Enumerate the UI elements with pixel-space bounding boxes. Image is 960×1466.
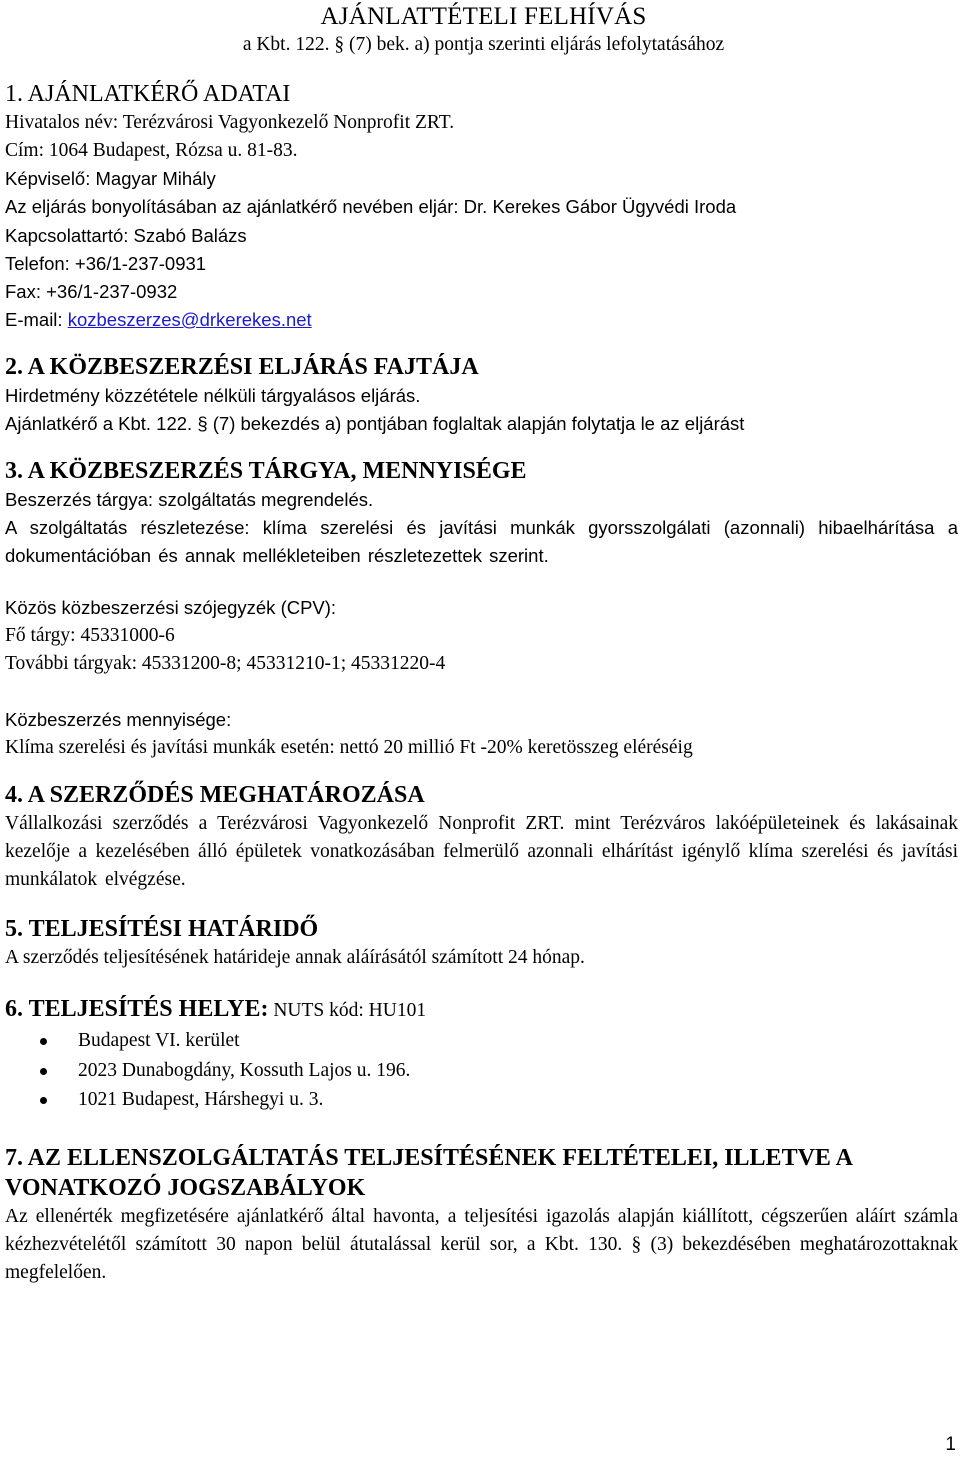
section-6 <box>5 994 958 1115</box>
document-page <box>5 0 958 1287</box>
deadline-text: A szerződés teljesítésének határideje annak aláírásától számított 24 hónap. <box>5 947 585 968</box>
title-block <box>5 0 958 59</box>
page-number: 1 <box>945 1434 956 1455</box>
list-item <box>5 1026 958 1056</box>
procedure-by-text: Az eljárás bonyolításában az ajánlatkérő nevében eljár: Dr. Kerekes Gábor Ügyvédi Iroda <box>5 196 737 217</box>
location-text: 1021 Budapest, Hárshegyi u. 3. <box>78 1089 324 1110</box>
list-item <box>5 1085 958 1115</box>
email-link[interactable]: kozbeszerzes@drkerekes.net <box>67 309 312 330</box>
location-text: 2023 Dunabogdány, Kossuth Lajos u. 196. <box>78 1059 411 1081</box>
section-7-heading: 7. AZ ELLENSZOLGÁLTATÁS TELJESÍTÉSÉNEK FELTÉTELEI, ILLETVE A VONATKOZÓ JOGSZABÁLYOK <box>5 1144 852 1201</box>
quantity-text: Klíma szerelési és javítási munkák esetén: nettó 20 millió Ft -20% keretösszeg eléréséig <box>5 737 693 758</box>
section-5 <box>5 914 958 972</box>
section-5-heading: 5. TELJESÍTÉSI HATÁRIDŐ <box>5 916 319 942</box>
email-label: E-mail: <box>5 309 68 330</box>
quantity-label: Közbeszerzés mennyisége: <box>5 709 232 730</box>
phone: Telefon: +36/1-237-0931 <box>5 253 207 274</box>
section-1-heading: 1. AJÁNLATKÉRŐ ADATAI <box>5 81 291 107</box>
section-4 <box>5 780 958 894</box>
procedure-type: Hirdetmény közzététele nélküli tárgyalásos eljárás. <box>5 385 421 406</box>
document-subtitle: a Kbt. 122. § (7) bek. a) pontja szerinti eljárás lefolytatásához <box>242 34 725 55</box>
bullet-icon <box>40 1068 47 1075</box>
representative: Képviselő: Magyar Mihály <box>5 168 216 189</box>
section-3-heading: 3. A KÖZBESZERZÉS TÁRGYA, MENNYISÉGE <box>5 458 527 484</box>
nuts-code: NUTS kód: HU101 <box>268 1000 427 1021</box>
section-7 <box>5 1143 958 1287</box>
bullet-icon <box>40 1097 47 1104</box>
procurement-subject: Beszerzés tárgya: szolgáltatás megrendelés. <box>5 489 374 510</box>
section-2 <box>5 352 958 438</box>
location-text: Budapest VI. kerület <box>78 1030 240 1051</box>
section-3 <box>5 456 958 762</box>
section-1 <box>5 79 958 334</box>
section-2-heading: 2. A KÖZBESZERZÉSI ELJÁRÁS FAJTÁJA <box>5 354 479 380</box>
cpv-other: További tárgyak: 45331200-8; 45331210-1; 45331220-4 <box>5 653 446 674</box>
section-4-heading: 4. A SZERZŐDÉS MEGHATÁROZÁSA <box>5 782 425 808</box>
email-line <box>5 306 958 334</box>
location-list <box>5 1026 958 1115</box>
procedure-basis: Ajánlatkérő a Kbt. 122. § (7) bekezdés a) pontjában foglaltak alapján folytatja le az eljárást <box>5 413 745 434</box>
payment-terms: Az ellenérték megfizetésére ajánlatkérő által havonta, a teljesítési igazolás alapján kiállított, cégszerűen aláírt számla kézhezvételétől számított 30 napon belül átutalással kerül sor, a Kbt. 130. § (3) bekezdésében meghatározottaknak megfelelően. <box>5 1205 958 1283</box>
fax: Fax: +36/1-237-0932 <box>5 281 178 302</box>
section-6-heading-line <box>5 994 958 1026</box>
cpv-main: Fő tárgy: 45331000-6 <box>5 625 175 646</box>
address: Cím: 1064 Budapest, Rózsa u. 81-83. <box>5 140 298 161</box>
bullet-icon <box>40 1038 47 1045</box>
document-title: AJÁNLATTÉTELI FELHÍVÁS <box>320 3 647 30</box>
official-name: Hivatalos név: Terézvárosi Vagyonkezelő Nonprofit ZRT. <box>5 112 455 133</box>
service-details: A szolgáltatás részletezése: klíma szerelési és javítási munkák gyorsszolgálati (azonnali) hibaelhárítása a dokumentációban és annak mellékleteiben részletezettek szerint. <box>5 517 958 566</box>
section-6-heading: 6. TELJESÍTÉS HELYE: <box>5 996 269 1022</box>
contract-definition: Vállalkozási szerződés a Terézvárosi Vagyonkezelő Nonprofit ZRT. mint Terézváros lakóépületeinek és lakásainak kezelője a kezelésében álló épületek vonatkozásában felmerülő azonnali elhárítást igénylő klíma szerelési és javítási munkálatok elvégzése. <box>5 813 958 890</box>
list-item <box>5 1056 958 1086</box>
procedure-by <box>5 193 958 222</box>
contact-person: Kapcsolattartó: Szabó Balázs <box>5 225 247 246</box>
cpv-label: Közös közbeszerzési szójegyzék (CPV): <box>5 597 337 618</box>
